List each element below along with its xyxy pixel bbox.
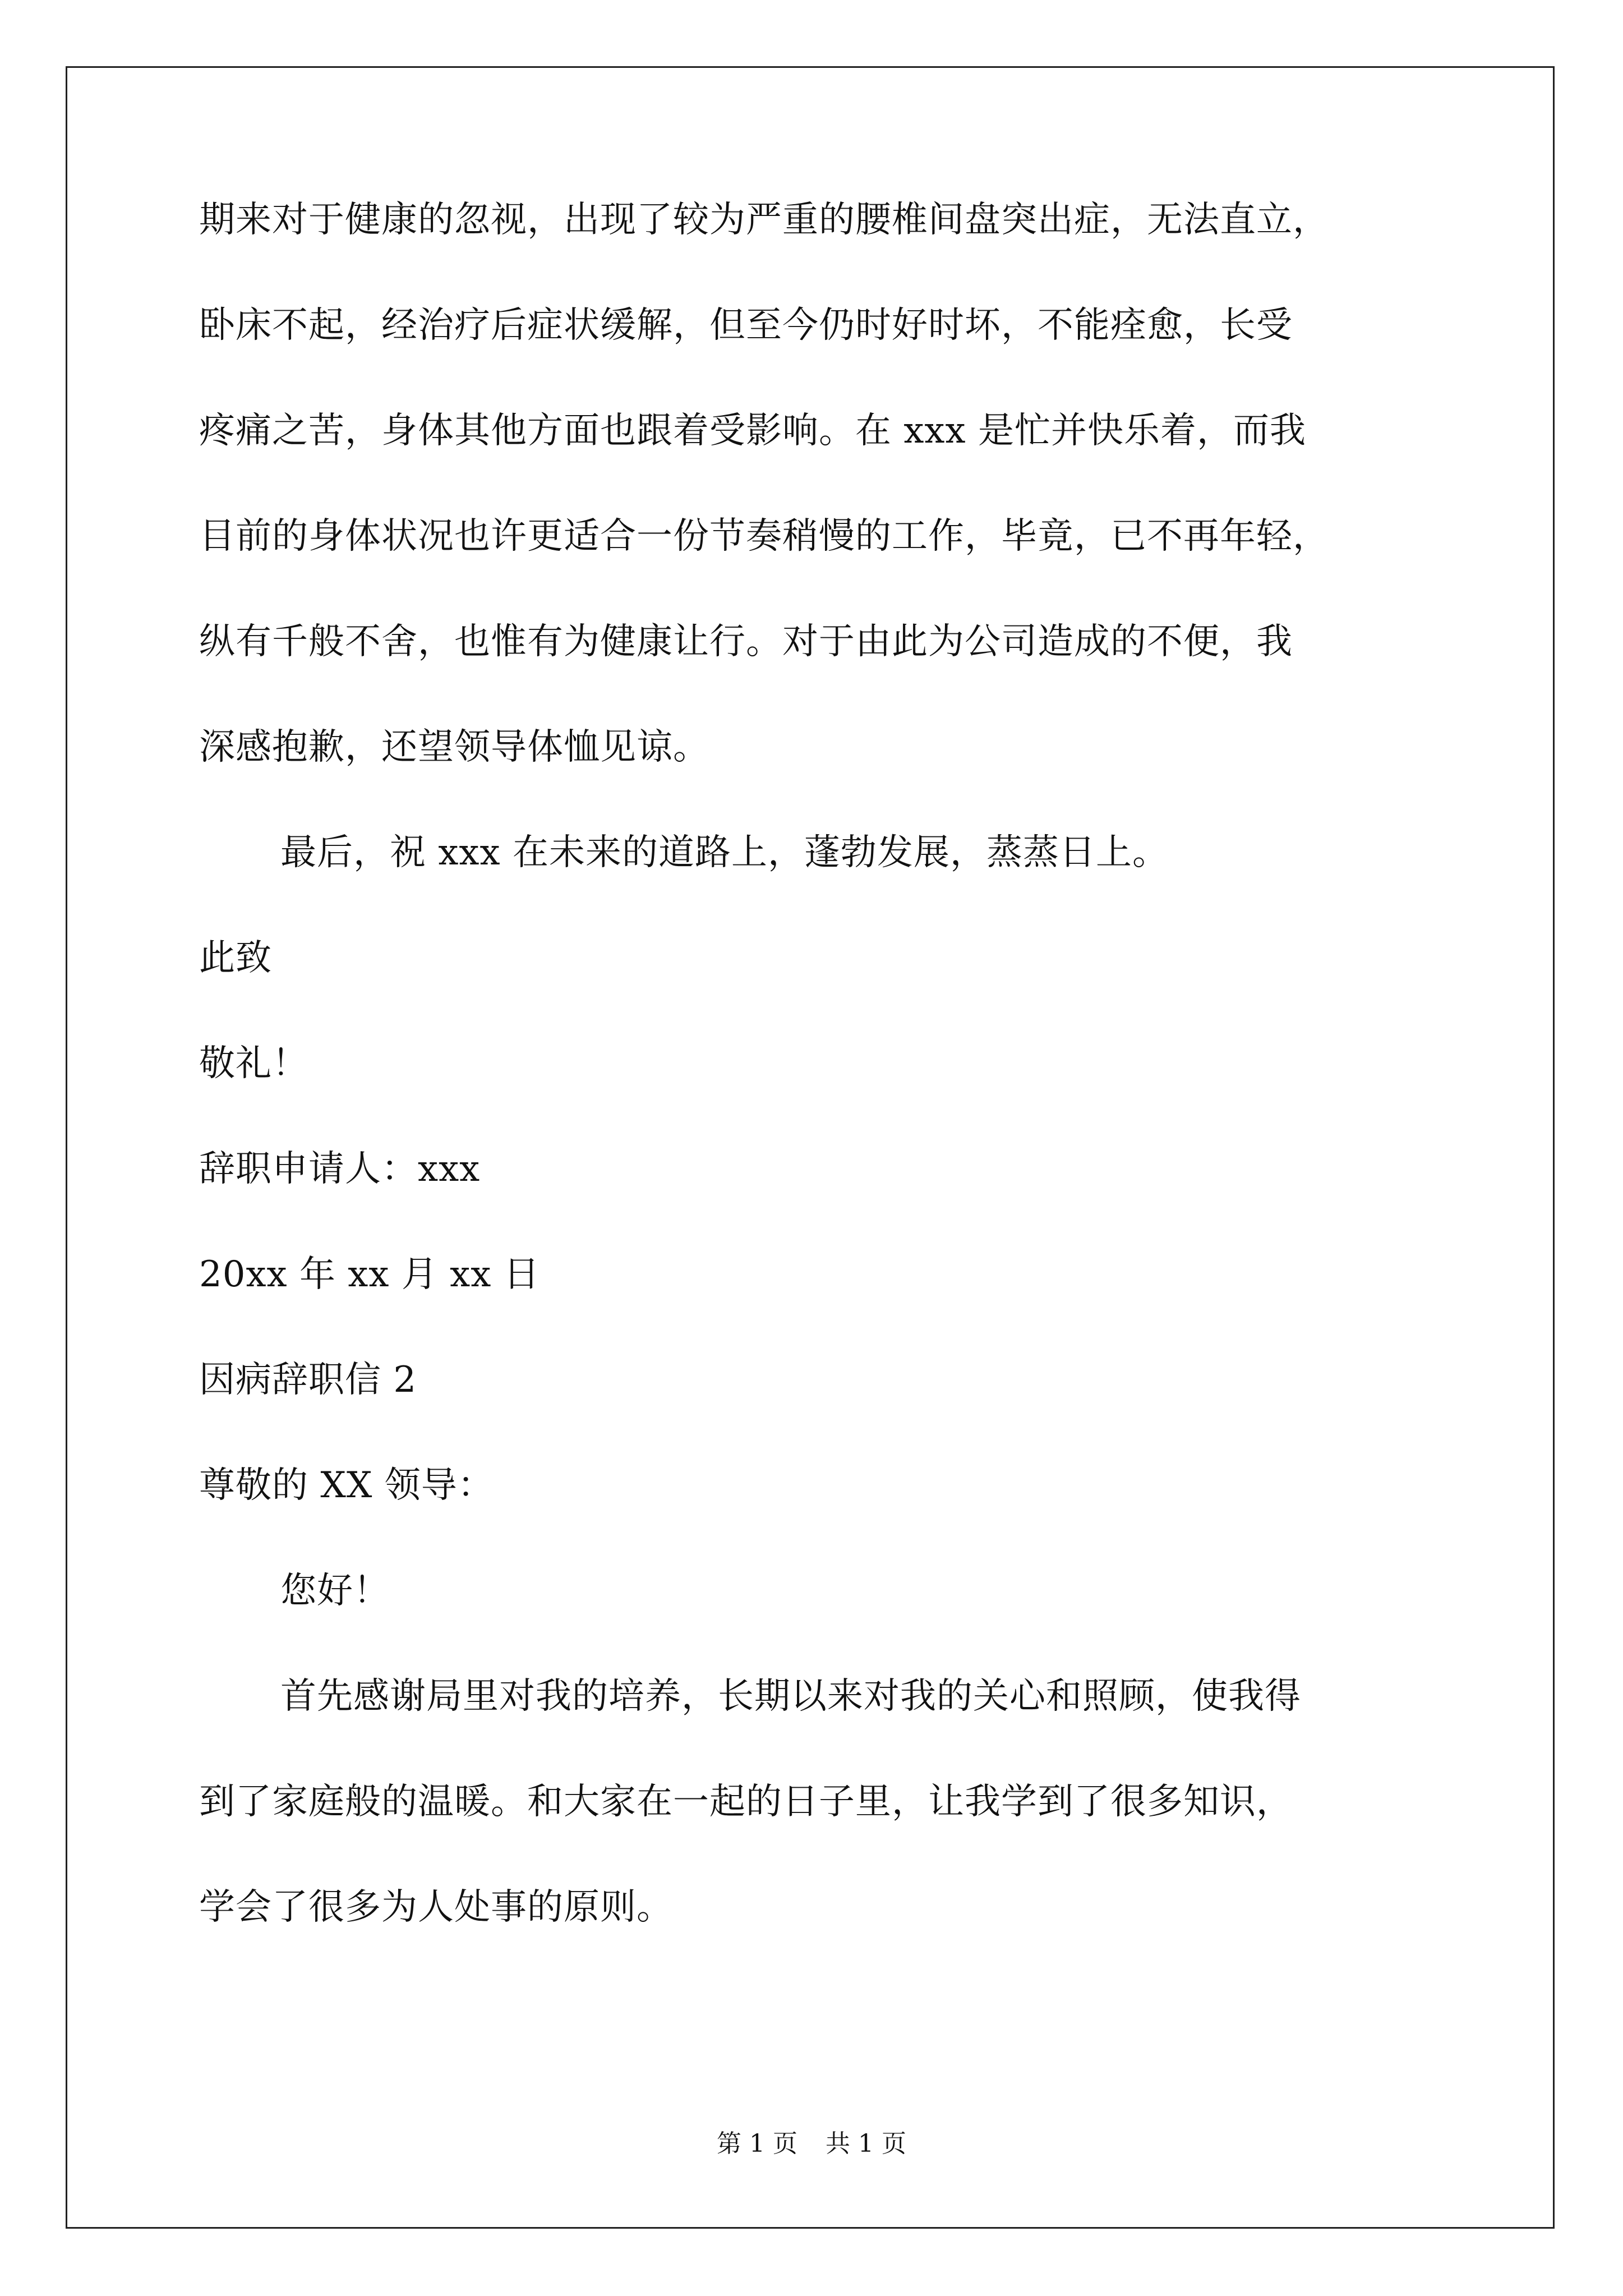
applicant-signature: 辞职申请人：xxx: [199, 1148, 481, 1190]
page-footer: [0, 2129, 1623, 2158]
body-line: 疼痛之苦，身体其他方面也跟着受影响。在 xxx 是忙并快乐着，而我: [199, 410, 1306, 452]
body-line: 到了家庭般的温暖。和大家在一起的日子里，让我学到了很多知识，: [199, 1781, 1293, 1823]
date-line: 20xx 年 xx 月 xx 日: [199, 1254, 540, 1295]
salutation-cizhi: 此致: [199, 937, 272, 979]
body-line: 目前的身体状况也许更适合一份节奏稍慢的工作，毕竟，已不再年轻，: [199, 516, 1329, 557]
salutation-jingli: 敬礼！: [199, 1043, 308, 1084]
section-title: 因病辞职信 2: [199, 1359, 417, 1401]
body-line: 深感抱歉，还望领导体恤见谅。: [199, 726, 709, 768]
body-line: 首先感谢局里对我的培养，长期以来对我的关心和照顾，使我得: [280, 1676, 1301, 1717]
recipient-line: 尊敬的 XX 领导：: [199, 1465, 494, 1506]
body-line: 纵有千般不舍，也惟有为健康让行。对于由此为公司造成的不便，我: [199, 621, 1293, 662]
page-total: 共 1 页: [826, 2129, 906, 2158]
closing-wish: 最后，祝 xxx 在未来的道路上，蓬勃发展，蒸蒸日上。: [280, 832, 1169, 873]
greeting: 您好！: [280, 1570, 390, 1612]
body-line: 学会了很多为人处事的原则。: [199, 1887, 673, 1928]
body-line: 期来对于健康的忽视，出现了较为严重的腰椎间盘突出症，无法直立，: [199, 199, 1329, 241]
page-number: 第 1 页: [717, 2129, 797, 2158]
body-line: 卧床不起，经治疗后症状缓解，但至今仍时好时坏，不能痊愈，长受: [199, 305, 1293, 346]
